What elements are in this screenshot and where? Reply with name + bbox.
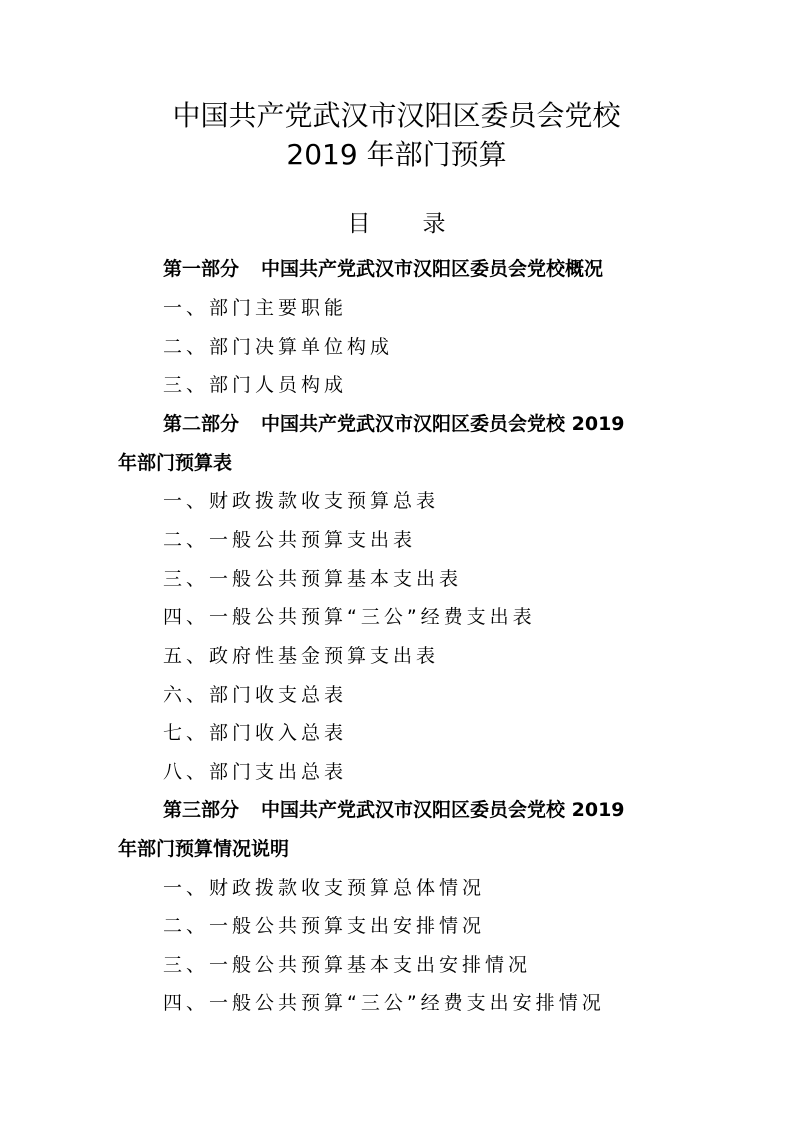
toc-part2-title-line2[interactable]: 年部门预算表 [118, 452, 233, 474]
toc-part1-item-3[interactable]: 三、部门人员构成 [163, 374, 348, 396]
toc-part2-item-3[interactable]: 三、一般公共预算基本支出表 [163, 568, 463, 590]
toc-part2-title-line1: 中国共产党武汉市汉阳区委员会党校 2019 [261, 413, 625, 435]
document-title-line1: 中国共产党武汉市汉阳区委员会党校 [172, 99, 621, 132]
toc-part3-item-1[interactable]: 一、财政拨款收支预算总体情况 [163, 877, 486, 899]
toc-part3-item-2[interactable]: 二、一般公共预算支出安排情况 [163, 915, 486, 937]
document-title-line2: 2019 年部门预算 [286, 138, 507, 171]
toc-part3-heading[interactable] [163, 797, 793, 823]
toc-heading-left: 目 [347, 211, 371, 237]
toc-part3-title-line2[interactable]: 年部门预算情况说明 [118, 838, 290, 860]
toc-part2-item-4[interactable]: 四、一般公共预算“三公”经费支出表 [163, 606, 536, 628]
toc-part3-title-line1: 中国共产党武汉市汉阳区委员会党校 2019 [261, 799, 625, 821]
toc-part3-label: 第三部分 [163, 799, 240, 821]
toc-part3-item-3[interactable]: 三、一般公共预算基本支出安排情况 [163, 954, 532, 976]
toc-part2-item-2[interactable]: 二、一般公共预算支出表 [163, 529, 417, 551]
toc-part2-label: 第二部分 [163, 413, 240, 435]
toc-part1-item-2[interactable]: 二、部门决算单位构成 [163, 336, 394, 358]
toc-heading [0, 208, 793, 240]
toc-part1-label: 第一部分 [163, 258, 240, 280]
toc-part2-item-8[interactable]: 八、部门支出总表 [163, 761, 348, 783]
toc-part1-heading[interactable] [163, 256, 793, 282]
toc-part2-item-5[interactable]: 五、政府性基金预算支出表 [163, 645, 440, 667]
toc-part2-item-1[interactable]: 一、财政拨款收支预算总表 [163, 490, 440, 512]
toc-part1-title: 中国共产党武汉市汉阳区委员会党校概况 [261, 258, 604, 280]
toc-part1-item-1[interactable]: 一、部门主要职能 [163, 297, 348, 319]
toc-heading-right: 录 [422, 211, 446, 237]
toc-part2-item-6[interactable]: 六、部门收支总表 [163, 684, 348, 706]
toc-part2-heading[interactable] [163, 411, 793, 437]
toc-part2-item-7[interactable]: 七、部门收入总表 [163, 722, 348, 744]
toc-part3-item-4[interactable]: 四、一般公共预算“三公”经费支出安排情况 [163, 992, 605, 1014]
